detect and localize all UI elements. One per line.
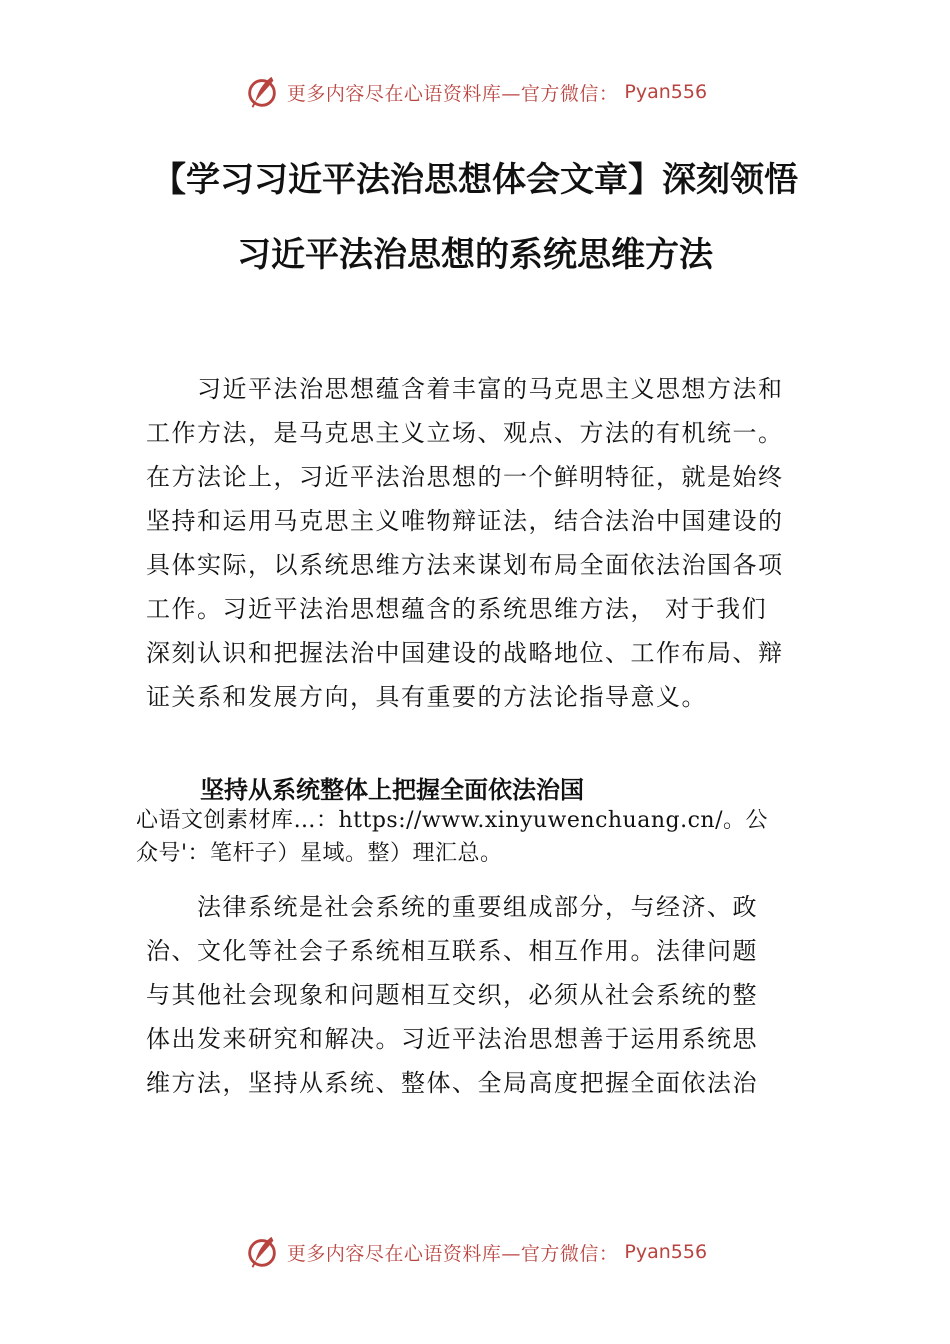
document-title-line-2: 习近平法治思想的系统思维方法 <box>237 235 713 275</box>
paragraph-line: 工作。习近平法治思想蕴含的系统思维方法， 对于我们 <box>146 595 768 623</box>
header-brand-text: 更多内容尽在心语资料库—官方微信： <box>286 82 619 105</box>
feather-pen-logo-icon <box>243 1233 281 1271</box>
paragraph-line: 治、文化等社会子系统相互联系、相互作用。法律问题 <box>146 937 758 965</box>
paragraph-line: 工作方法，是马克思主义立场、观点、方法的有机统一。 <box>146 419 784 447</box>
header-brand-bar <box>0 72 950 112</box>
footer-brand-bar <box>0 1232 950 1272</box>
section-heading: 坚持从系统整体上把握全面依法治国 <box>200 776 584 804</box>
feather-pen-logo-icon <box>243 73 281 111</box>
paragraph-line: 坚持和运用马克思主义唯物辩证法，结合法治中国建设的 <box>146 507 784 535</box>
footer-wechat-id: Pyan556 <box>624 1241 708 1263</box>
paragraph-line: 证关系和发展方向，具有重要的方法论指导意义。 <box>146 683 707 711</box>
paragraph-line: 深刻认识和把握法治中国建设的战略地位、工作布局、辩 <box>146 639 784 667</box>
paragraph-line: 习近平法治思想蕴含着丰富的马克思主义思想方法和 <box>146 375 784 403</box>
body-paragraph-1 <box>146 367 836 719</box>
footer-brand-text: 更多内容尽在心语资料库—官方微信： <box>286 1242 619 1265</box>
paragraph-line: 与其他社会现象和问题相互交织，必须从社会系统的整 <box>146 981 758 1009</box>
document-title-line-1: 【学习习近平法治思想体会文章】深刻领悟 <box>152 160 798 200</box>
paragraph-line: 体出发来研究和解决。习近平法治思想善于运用系统思 <box>146 1025 758 1053</box>
paragraph-line: 在方法论上，习近平法治思想的一个鲜明特征，就是始终 <box>146 463 784 491</box>
paragraph-line: 法律系统是社会系统的重要组成部分，与经济、政 <box>146 893 758 921</box>
source-note-line: 心语文创素材库…：https://www.xinyuwenchuang.cn/。公 <box>136 808 768 833</box>
paragraph-line: 维方法，坚持从系统、整体、全局高度把握全面依法治 <box>146 1069 758 1097</box>
source-note-line: 众号'：笔杆子）星域。整）理汇总。 <box>136 841 503 866</box>
paragraph-line: 具体实际，以系统思维方法来谋划布局全面依法治国各项 <box>146 551 784 579</box>
source-note <box>136 804 856 870</box>
body-paragraph-2 <box>146 885 836 1105</box>
header-wechat-id: Pyan556 <box>624 81 708 103</box>
